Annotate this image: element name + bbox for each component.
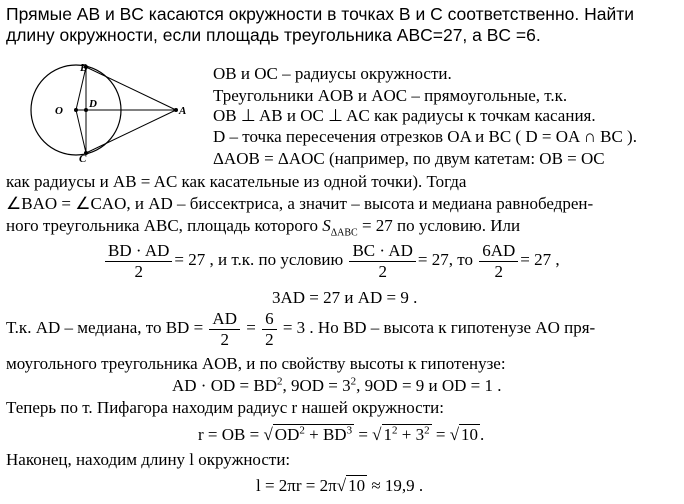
radius-e2: 3 xyxy=(346,424,353,437)
length-eq-b: ≈ 19,9 . xyxy=(371,476,424,495)
solution-line-5: ΔAOB = ΔAOC (например, по двум катетам: OB = OC xyxy=(213,149,605,168)
fraction-2-den: 2 xyxy=(378,261,387,281)
fraction-3-num: 6AD xyxy=(479,241,518,262)
problem-line-1: Прямые AB и BC касаются окружности в точках B и C соответственно. Найти xyxy=(6,4,635,24)
median-fraction-1-den: 2 xyxy=(220,329,229,349)
segment-ac xyxy=(86,110,176,153)
fraction-2-rest: = 27, то xyxy=(417,250,473,269)
segment-oc xyxy=(76,110,86,153)
solution-line-9: моугольного треугольника AOB, и по свойству высоты к гипотенузе: xyxy=(6,354,506,373)
fraction-3-rest: = 27 , xyxy=(520,250,560,269)
median-equals: = xyxy=(246,318,256,337)
median-line xyxy=(6,308,595,350)
point-o xyxy=(74,108,78,112)
label-a: A xyxy=(179,105,187,117)
fraction-line xyxy=(103,240,560,282)
label-d: D xyxy=(89,98,97,110)
radius-e3: 2 xyxy=(392,424,398,437)
solution-line-4: D – точка пересечения отрезков OA и BC ( D = OA ∩ BC ). xyxy=(213,127,637,146)
solution-line-3: OB ⊥ AB и OC ⊥ AC как радиусы к точкам касания. xyxy=(213,106,596,125)
fraction-2-num: BC · AD xyxy=(349,241,415,262)
solution-line-1: OB и OC – радиусы окружности. xyxy=(213,64,452,83)
sqrt-icon: √ xyxy=(449,425,460,444)
solution-line-8 xyxy=(6,216,521,239)
median-fraction-1-num: AD xyxy=(209,309,240,330)
radius-s2: + BD xyxy=(304,425,347,444)
median-fraction-2-num: 6 xyxy=(262,309,277,330)
label-b: B xyxy=(80,62,88,74)
area-symbol: S xyxy=(322,216,331,235)
radius-s4: + 3 xyxy=(397,425,425,444)
height-eq-exp1: 2 xyxy=(276,375,283,388)
radius-e1: 2 xyxy=(299,424,305,437)
median-text: Т.к. AD – медиана, то BD = xyxy=(6,318,204,337)
radius-e4: 2 xyxy=(424,424,430,437)
solution-line-2: Треугольники AOB и AOC – прямоугольные, т.к. xyxy=(213,86,568,105)
height-eq-b: , 9OD = 3 xyxy=(282,376,351,395)
median-fraction-2 xyxy=(262,309,277,350)
sqrt-icon: √ xyxy=(372,425,382,444)
solution-line-11: Наконец, находим длину l окружности: xyxy=(6,450,291,469)
fraction-2 xyxy=(349,241,415,282)
sqrt-icon: √ xyxy=(336,476,347,495)
radius-sqrt-3: 10 xyxy=(461,425,479,444)
area-value: = 27 по условию. Или xyxy=(361,216,521,235)
fraction-1-num: BD · AD xyxy=(105,241,172,262)
point-d xyxy=(84,108,88,112)
radius-s3: 1 xyxy=(383,425,392,444)
label-c: C xyxy=(79,153,87,164)
label-o: O xyxy=(55,105,63,117)
problem-line-2: длину окружности, если площадь треугольника ABC=27, а BC =6. xyxy=(6,25,541,45)
fraction-1 xyxy=(105,241,172,282)
median-fraction-1 xyxy=(209,309,240,350)
radius-s1: OD xyxy=(274,425,300,444)
height-eq-c: , 9OD = 9 и OD = 1 . xyxy=(356,376,502,395)
radius-eq-a: r = OB = xyxy=(198,425,260,444)
geometry-diagram xyxy=(28,60,208,164)
median-fraction-2-den: 2 xyxy=(265,329,274,349)
length-equation xyxy=(256,476,423,496)
equation-3ad: 3AD = 27 и AD = 9 . xyxy=(272,288,418,307)
fraction-3 xyxy=(479,241,518,282)
fraction-3-den: 2 xyxy=(494,261,503,281)
radius-sqrt-1 xyxy=(273,424,354,444)
fraction-1-den: 2 xyxy=(134,261,143,281)
length-sqrt: 10 xyxy=(348,476,366,495)
area-subscript: ΔABC xyxy=(330,227,358,239)
radius-eq-b: = xyxy=(358,425,368,444)
length-eq-a: l = 2πr = 2π xyxy=(256,476,337,495)
solution-line-7: ∠BAO = ∠CAO, и AD – биссектриса, а значит – высота и медиана равнобедрен- xyxy=(6,194,594,213)
point-a xyxy=(174,108,178,112)
sqrt-icon: √ xyxy=(263,425,273,444)
solution-line-10: Теперь по т. Пифагора находим радиус r нашей окружности: xyxy=(6,398,444,417)
height-eq-a: AD · OD = BD xyxy=(172,376,277,395)
radius-eq-c: = xyxy=(435,425,446,444)
height-equation xyxy=(172,376,502,396)
radius-equation xyxy=(198,425,484,445)
solution-line-6: как радиусы и AB = AC как касательные из одной точки). Тогда xyxy=(6,172,467,191)
radius-eq-d: . xyxy=(480,425,485,444)
segment-ab xyxy=(86,67,176,110)
height-eq-exp2: 2 xyxy=(350,375,357,388)
radius-sqrt-2 xyxy=(382,424,432,444)
median-rest: = 3 . Но BD – высота к гипотенузе AO пря- xyxy=(282,318,596,337)
fraction-1-rest: = 27 , и т.к. по условию xyxy=(174,250,344,269)
area-text: ного треугольника ABC, площадь которого xyxy=(6,216,318,235)
